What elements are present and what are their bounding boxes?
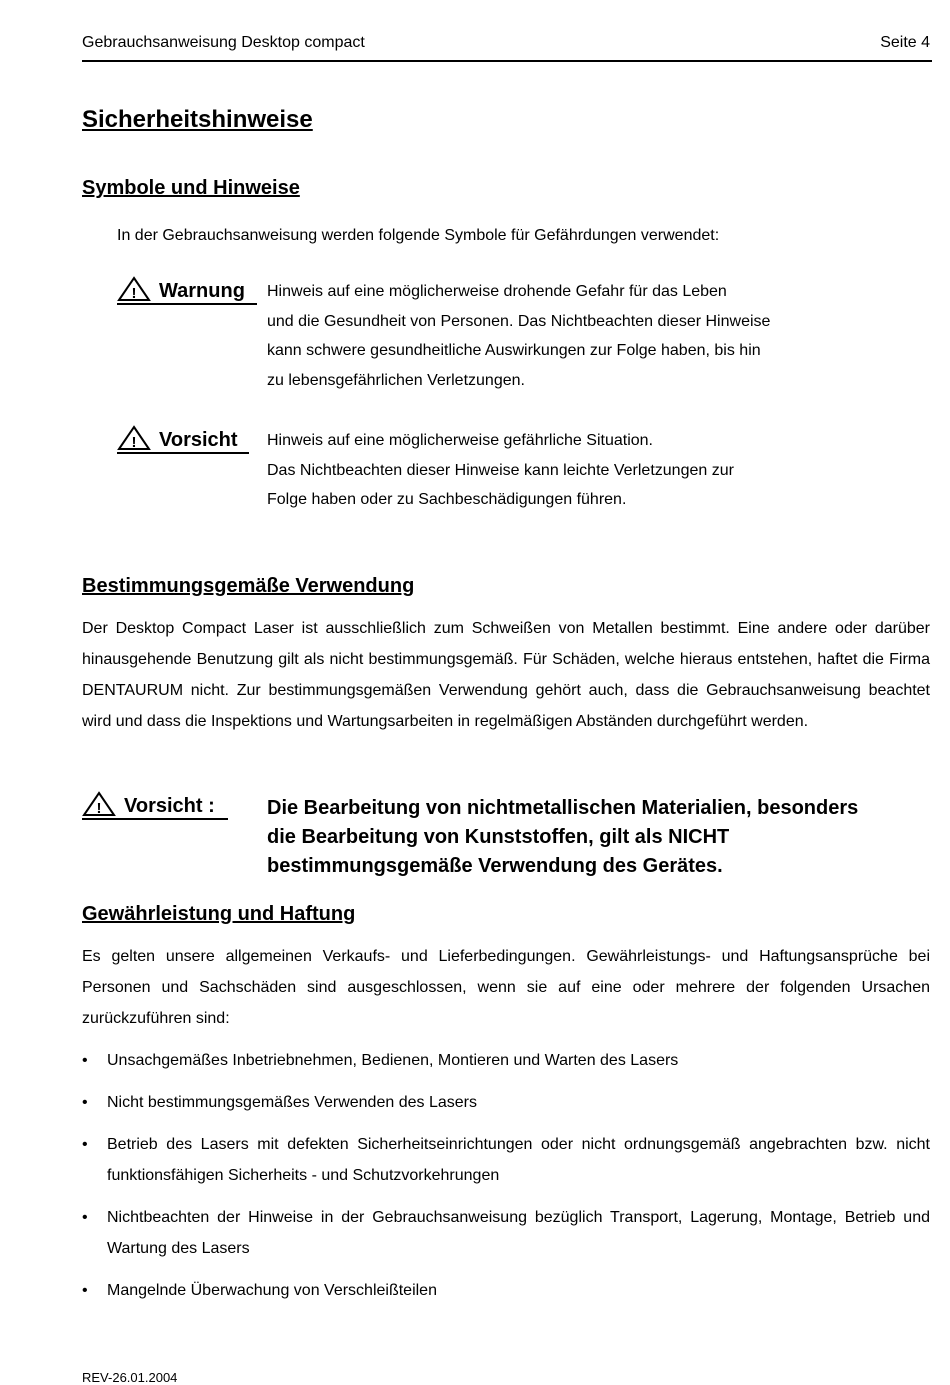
- warning-triangle-icon: [117, 276, 151, 302]
- caution-line: die Bearbeitung von Kunststoffen, gilt als NICHT: [267, 826, 730, 848]
- warning-triangle-icon: [82, 791, 116, 817]
- warnung-word: Warnung: [159, 280, 245, 302]
- revision-footer: REV-26.01.2004: [82, 1370, 178, 1385]
- caution-text: [267, 794, 927, 881]
- list-item: [82, 1045, 930, 1076]
- vorsicht-line: Folge haben oder zu Sachbeschädigungen führen.: [267, 491, 627, 508]
- vorsicht-label: [117, 425, 249, 454]
- intended-use-heading: Bestimmungsgemäße Verwendung: [82, 575, 415, 597]
- intended-use-text: Der Desktop Compact Laser ist ausschließlich zum Schweißen von Metallen bestimmt. Eine andere oder darüber hinausgehende Benutzung gilt als nicht bestimmungsgemäß. Für Schäden, welche hieraus entstehen, haftet die Firma DENTAURUM nicht. Zur bestimmungsgemäßen Verwendung gehört auch, dass die Gebrauchsanweisung beachtet wird und dass die Inspektions und Wartungsarbeiten in regelmäßigen Abständen durchgeführt werden.: [82, 620, 930, 730]
- page-header: [82, 34, 932, 62]
- list-item: [82, 1129, 930, 1191]
- list-item: [82, 1275, 930, 1306]
- caution-line: bestimmungsgemäße Verwendung des Gerätes.: [267, 855, 723, 877]
- bullet-icon: •: [82, 1052, 88, 1069]
- warnung-label: [117, 276, 257, 305]
- list-item-text: Unsachgemäßes Inbetriebnehmen, Bedienen, Montieren und Warten des Lasers: [107, 1052, 679, 1069]
- caution-line: Die Bearbeitung von nichtmetallischen Materialien, besonders: [267, 797, 859, 819]
- list-item-text: Nichtbeachten der Hinweise in der Gebrauchsanweisung bezüglich Transport, Lagerung, Montage, Betrieb und Wartung des Lasers: [107, 1209, 930, 1257]
- list-item: [82, 1087, 930, 1118]
- vorsicht-line: Hinweis auf eine möglicherweise gefährliche Situation.: [267, 432, 653, 449]
- caution-label: [82, 791, 228, 820]
- list-item-text: Nicht bestimmungsgemäßes Verwenden des Lasers: [107, 1094, 477, 1111]
- symbols-intro: In der Gebrauchsanweisung werden folgende Symbole für Gefährdungen verwendet:: [117, 227, 720, 244]
- bullet-icon: •: [82, 1282, 88, 1299]
- list-item-text: Betrieb des Lasers mit defekten Sicherheitseinrichtungen oder nicht ordnungsgemäß angebrachten bzw. nicht funktionsfähigen Sicherheits - und Schutzvorkehrungen: [107, 1136, 930, 1184]
- symbols-heading: Symbole und Hinweise: [82, 177, 300, 199]
- warnung-line: zu lebensgefährlichen Verletzungen.: [267, 371, 525, 389]
- list-item: [82, 1202, 930, 1264]
- caution-word: Vorsicht :: [124, 795, 215, 817]
- svg-text:!: !: [96, 800, 102, 817]
- warnung-line: Hinweis auf eine möglicherweise drohende Gefahr für das Leben: [267, 283, 727, 300]
- warranty-text: Es gelten unsere allgemeinen Verkaufs- und Lieferbedingungen. Gewährleistungs- und Haftungsansprüche bei Personen und Sachschäden sind ausgeschlossen, wenn sie auf eine oder mehrere der folgenden Ursachen zurückzuführen sind:: [82, 948, 930, 1027]
- warnung-line: und die Gesundheit von Personen. Das Nichtbeachten dieser Hinweise: [267, 312, 771, 330]
- warranty-list: [82, 1045, 930, 1317]
- bullet-icon: •: [82, 1094, 88, 1111]
- warranty-heading: Gewährleistung und Haftung: [82, 903, 356, 925]
- svg-text:!: !: [131, 285, 137, 302]
- warnung-line: kann schwere gesundheitliche Auswirkungen zur Folge haben, bis hin: [267, 342, 761, 359]
- warning-triangle-icon: [117, 425, 151, 451]
- header-title: Gebrauchsanweisung Desktop compact: [82, 34, 365, 51]
- list-item-text: Mangelnde Überwachung von Verschleißteilen: [107, 1282, 437, 1299]
- warnung-text: [267, 277, 867, 395]
- vorsicht-text: [267, 426, 867, 515]
- page-number: Seite 4: [880, 34, 930, 51]
- svg-text:!: !: [131, 434, 137, 451]
- vorsicht-word: Vorsicht: [159, 429, 238, 451]
- section-title: Sicherheitshinweise: [82, 106, 313, 133]
- vorsicht-line: Das Nichtbeachten dieser Hinweise kann leichte Verletzungen zur: [267, 461, 734, 479]
- bullet-icon: •: [82, 1136, 88, 1153]
- bullet-icon: •: [82, 1209, 88, 1226]
